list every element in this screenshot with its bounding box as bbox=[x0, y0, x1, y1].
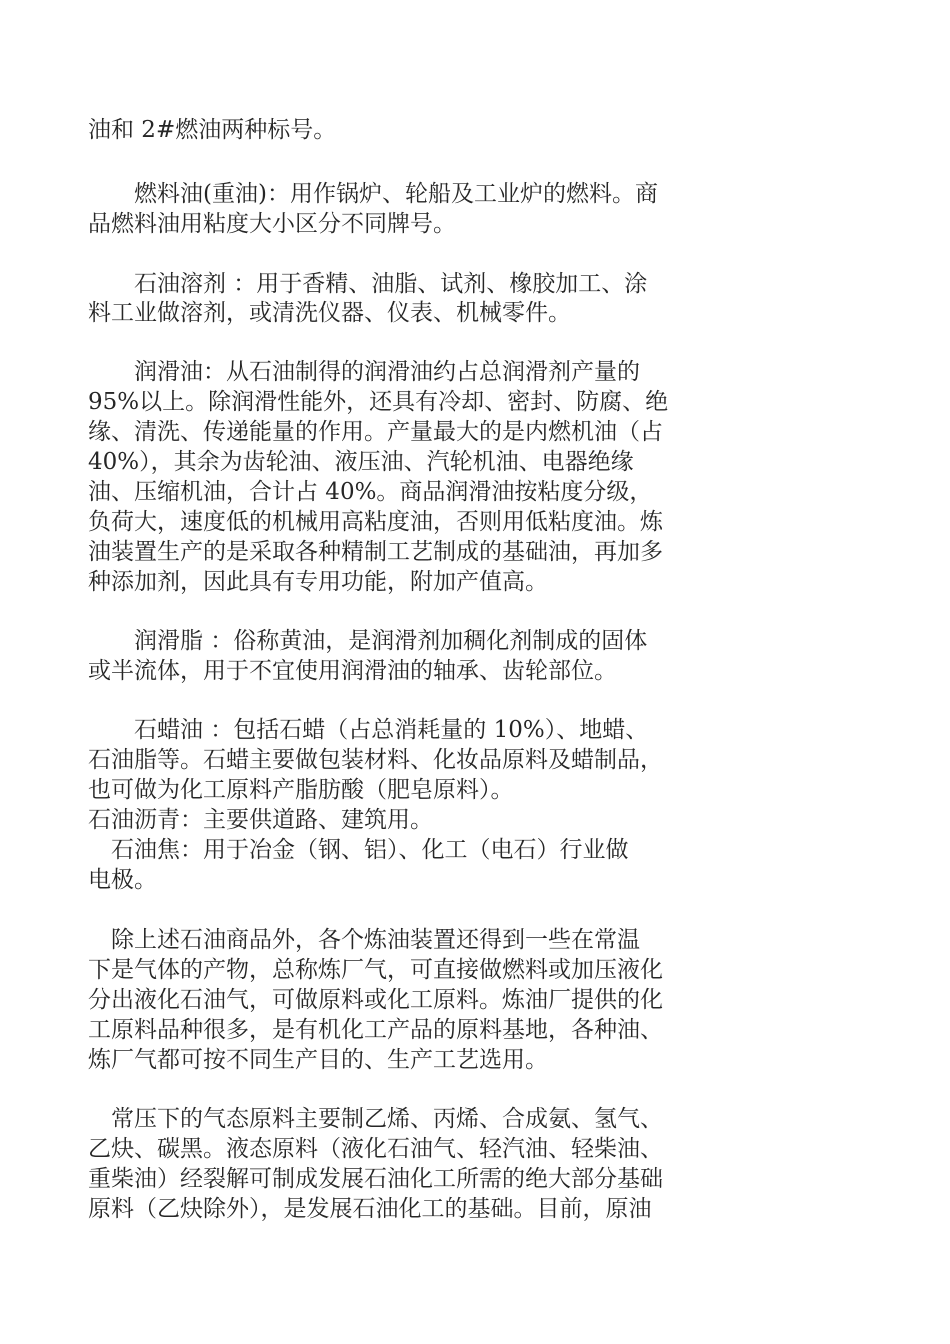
text-line: 石蜡油 ：包括石蜡（占总消耗量的 10%）、地蜡、 bbox=[88, 717, 649, 743]
text-line: 原料（乙炔除外），是发展石油化工的基础。目前，原油 bbox=[88, 1196, 652, 1222]
text-line: 石油焦：用于冶金（钢、铝）、化工（电石）行业做 bbox=[88, 837, 629, 863]
text-line: 润滑油：从石油制得的润滑油约占总润滑剂产量的 bbox=[88, 359, 640, 385]
text-line: 下是气体的产物，总称炼厂气，可直接做燃料或加压液化 bbox=[88, 957, 663, 983]
text-line: 油、压缩机油，合计占 40%。商品润滑油按粘度分级， bbox=[88, 479, 653, 505]
text-line: 或半流体，用于不宜使用润滑油的轴承、齿轮部位。 bbox=[88, 658, 617, 684]
text-line: 常压下的气态原料主要制乙烯、丙烯、合成氨、氢气、 bbox=[88, 1106, 663, 1132]
text-line: 负荷大，速度低的机械用高粘度油，否则用低粘度油。炼 bbox=[88, 509, 663, 535]
text-line: 润滑脂 ：俗称黄油，是润滑剂加稠化剂制成的固体 bbox=[88, 628, 648, 654]
text-line: 工原料品种很多，是有机化工产品的原料基地，各种油、 bbox=[88, 1017, 663, 1043]
text-line: 品燃料油用粘度大小区分不同牌号。 bbox=[88, 211, 456, 237]
text-line: 石油溶剂 ：用于香精、油脂、试剂、橡胶加工、涂 bbox=[88, 271, 648, 297]
text-line: 缘、清洗、传递能量的作用。产量最大的是内燃机油（占 bbox=[88, 419, 663, 445]
text-line: 石油脂等。石蜡主要做包装材料、化妆品原料及蜡制品， bbox=[88, 747, 663, 773]
text-line: 40%），其余为齿轮油、液压油、汽轮机油、电器绝缘 bbox=[88, 449, 634, 475]
text-line: 电极。 bbox=[88, 867, 157, 893]
text-line: 分出液化石油气，可做原料或化工原料。炼油厂提供的化 bbox=[88, 987, 663, 1013]
text-line: 油和 2#燃油两种标号。 bbox=[88, 117, 337, 143]
text-line: 种添加剂，因此具有专用功能，附加产值高。 bbox=[88, 569, 548, 595]
text-line: 重柴油）经裂解可制成发展石油化工所需的绝大部分基础 bbox=[88, 1166, 663, 1192]
text-line: 95%以上。除润滑性能外，还具有冷却、密封、防腐、绝 bbox=[88, 389, 669, 415]
text-line: 燃料油(重油)：用作锅炉、轮船及工业炉的燃料。商 bbox=[88, 181, 658, 207]
text-line: 石油沥青：主要供道路、建筑用。 bbox=[88, 807, 433, 833]
text-line: 炼厂气都可按不同生产目的、生产工艺选用。 bbox=[88, 1047, 548, 1073]
text-line: 除上述石油商品外，各个炼油装置还得到一些在常温 bbox=[88, 927, 640, 953]
text-line: 料工业做溶剂，或清洗仪器、仪表、机械零件。 bbox=[88, 300, 571, 326]
text-line: 乙炔、碳黑。液态原料（液化石油气、轻汽油、轻柴油、 bbox=[88, 1136, 663, 1162]
text-line: 油装置生产的是采取各种精制工艺制成的基础油，再加多 bbox=[88, 539, 663, 565]
text-line: 也可做为化工原料产脂肪酸（肥皂原料）。 bbox=[88, 777, 514, 803]
